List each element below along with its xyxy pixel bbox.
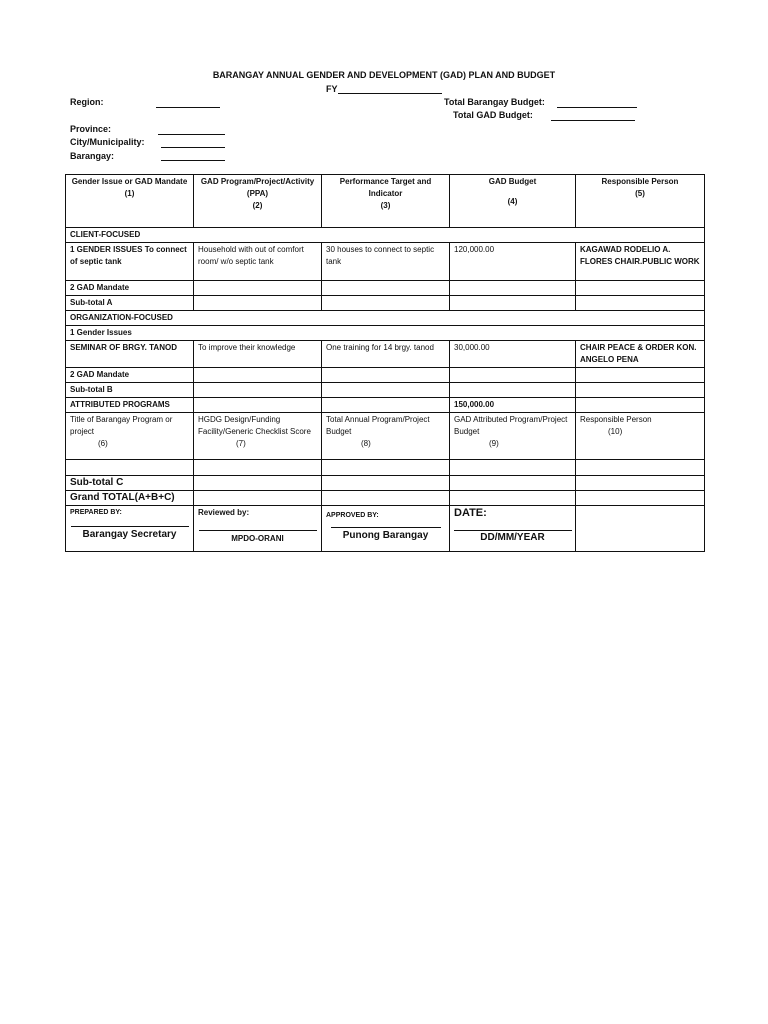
- table-row: [66, 311, 705, 326]
- table-row: [66, 228, 705, 243]
- document-title: BARANGAY ANNUAL GENDER AND DEVELOPMENT (GAD) PLAN AND BUDGET: [212, 70, 556, 80]
- grand-total-label: Grand TOTAL(A+B+C): [66, 491, 194, 506]
- table-cell: 120,000.00: [450, 243, 576, 281]
- table-cell: KAGAWAD RODELIO A. FLORES CHAIR.PUBLIC WORK: [576, 243, 705, 281]
- gad-plan-table: [65, 174, 705, 552]
- approved-name: Punong Barangay: [342, 530, 429, 541]
- table-row: [66, 326, 705, 341]
- organization-focused-heading: ORGANIZATION-FOCUSED: [66, 311, 705, 326]
- signature-line: [331, 526, 441, 528]
- signature-line: [199, 529, 317, 531]
- table-cell: Responsible Person (10): [576, 413, 705, 460]
- reviewed-by-cell: [194, 506, 322, 552]
- signature-row: [66, 506, 705, 552]
- table-cell: Title of Barangay Program or project (6): [66, 413, 194, 460]
- province-label: Province:: [70, 124, 112, 134]
- table-cell: To improve their knowledge: [194, 341, 322, 368]
- header-cell: Responsible Person (5): [576, 175, 705, 228]
- date-format: DD/MM/YEAR: [480, 532, 545, 543]
- table-cell: Sub-total A: [66, 296, 194, 311]
- attributed-header-row: [66, 413, 705, 460]
- prepared-by-label: PREPARED BY:: [70, 509, 122, 516]
- prepared-name: Barangay Secretary: [82, 529, 177, 540]
- fy-label: FY: [326, 84, 338, 94]
- table-row: [66, 398, 705, 413]
- client-focused-heading: CLIENT-FOCUSED: [66, 228, 705, 243]
- table-cell: Sub-total B: [66, 383, 194, 398]
- table-cell: Household with out of comfort room/ w/o septic tank: [194, 243, 322, 281]
- fy-blank-line: [338, 85, 442, 94]
- table-row: [66, 476, 705, 491]
- reviewed-by-label: Reviewed by:: [198, 508, 250, 517]
- table-row: [66, 491, 705, 506]
- signature-line: [71, 525, 189, 527]
- table-cell: 150,000.00: [450, 398, 576, 413]
- table-cell: One training for 14 brgy. tanod: [322, 341, 450, 368]
- total-gad-budget-blank-line: [551, 119, 635, 121]
- prepared-by-cell: [66, 506, 194, 552]
- table-row: [66, 368, 705, 383]
- region-label: Region:: [70, 97, 104, 107]
- table-cell: 2 GAD Mandate: [66, 281, 194, 296]
- city-label: City/Municipality:: [70, 137, 145, 147]
- table-cell: 1 GENDER ISSUES To connect of septic tank: [66, 243, 194, 281]
- region-blank-line: [156, 106, 220, 108]
- province-blank-line: [158, 133, 225, 135]
- total-barangay-budget-label: Total Barangay Budget:: [444, 97, 545, 107]
- table-cell: GAD Attributed Program/Project Budget (9): [450, 413, 576, 460]
- table-row: [66, 460, 705, 476]
- date-cell: [450, 506, 576, 552]
- approved-by-cell: [322, 506, 450, 552]
- barangay-blank-line: [161, 159, 225, 161]
- table-cell: SEMINAR OF BRGY. TANOD: [66, 341, 194, 368]
- table-row: [66, 341, 705, 368]
- table-row: [66, 383, 705, 398]
- table-cell: HGDG Design/Funding Facility/Generic Checklist Score (7): [194, 413, 322, 460]
- total-gad-budget-label: Total GAD Budget:: [453, 110, 533, 120]
- table-cell: Total Annual Program/Project Budget (8): [322, 413, 450, 460]
- table-row: [66, 243, 705, 281]
- total-barangay-budget-blank-line: [557, 106, 637, 108]
- table-row: [66, 281, 705, 296]
- header-cell: Performance Target and Indicator (3): [322, 175, 450, 228]
- table-row: [66, 296, 705, 311]
- attributed-programs-heading: ATTRIBUTED PROGRAMS: [66, 398, 194, 413]
- city-blank-line: [161, 146, 225, 148]
- subtotal-c-label: Sub-total C: [66, 476, 194, 491]
- date-label: DATE:: [454, 507, 487, 519]
- table-cell: CHAIR PEACE & ORDER KON. ANGELO PENA: [576, 341, 705, 368]
- table-cell: 30,000.00: [450, 341, 576, 368]
- header-cell: GAD Budget (4): [450, 175, 576, 228]
- header-cell: Gender Issue or GAD Mandate (1): [66, 175, 194, 228]
- table-cell: 30 houses to connect to septic tank: [322, 243, 450, 281]
- reviewed-name: MPDO-ORANI: [231, 534, 284, 543]
- header-cell: GAD Program/Project/Activity (PPA) (2): [194, 175, 322, 228]
- table-cell: [576, 506, 705, 552]
- date-line: [454, 529, 572, 531]
- approved-by-label: APPROVED BY:: [326, 512, 379, 519]
- fiscal-year-field: [326, 84, 442, 94]
- table-cell: 2 GAD Mandate: [66, 368, 194, 383]
- gender-issues-heading: 1 Gender Issues: [66, 326, 705, 341]
- barangay-label: Barangay:: [70, 151, 115, 161]
- table-header-row: [66, 175, 705, 228]
